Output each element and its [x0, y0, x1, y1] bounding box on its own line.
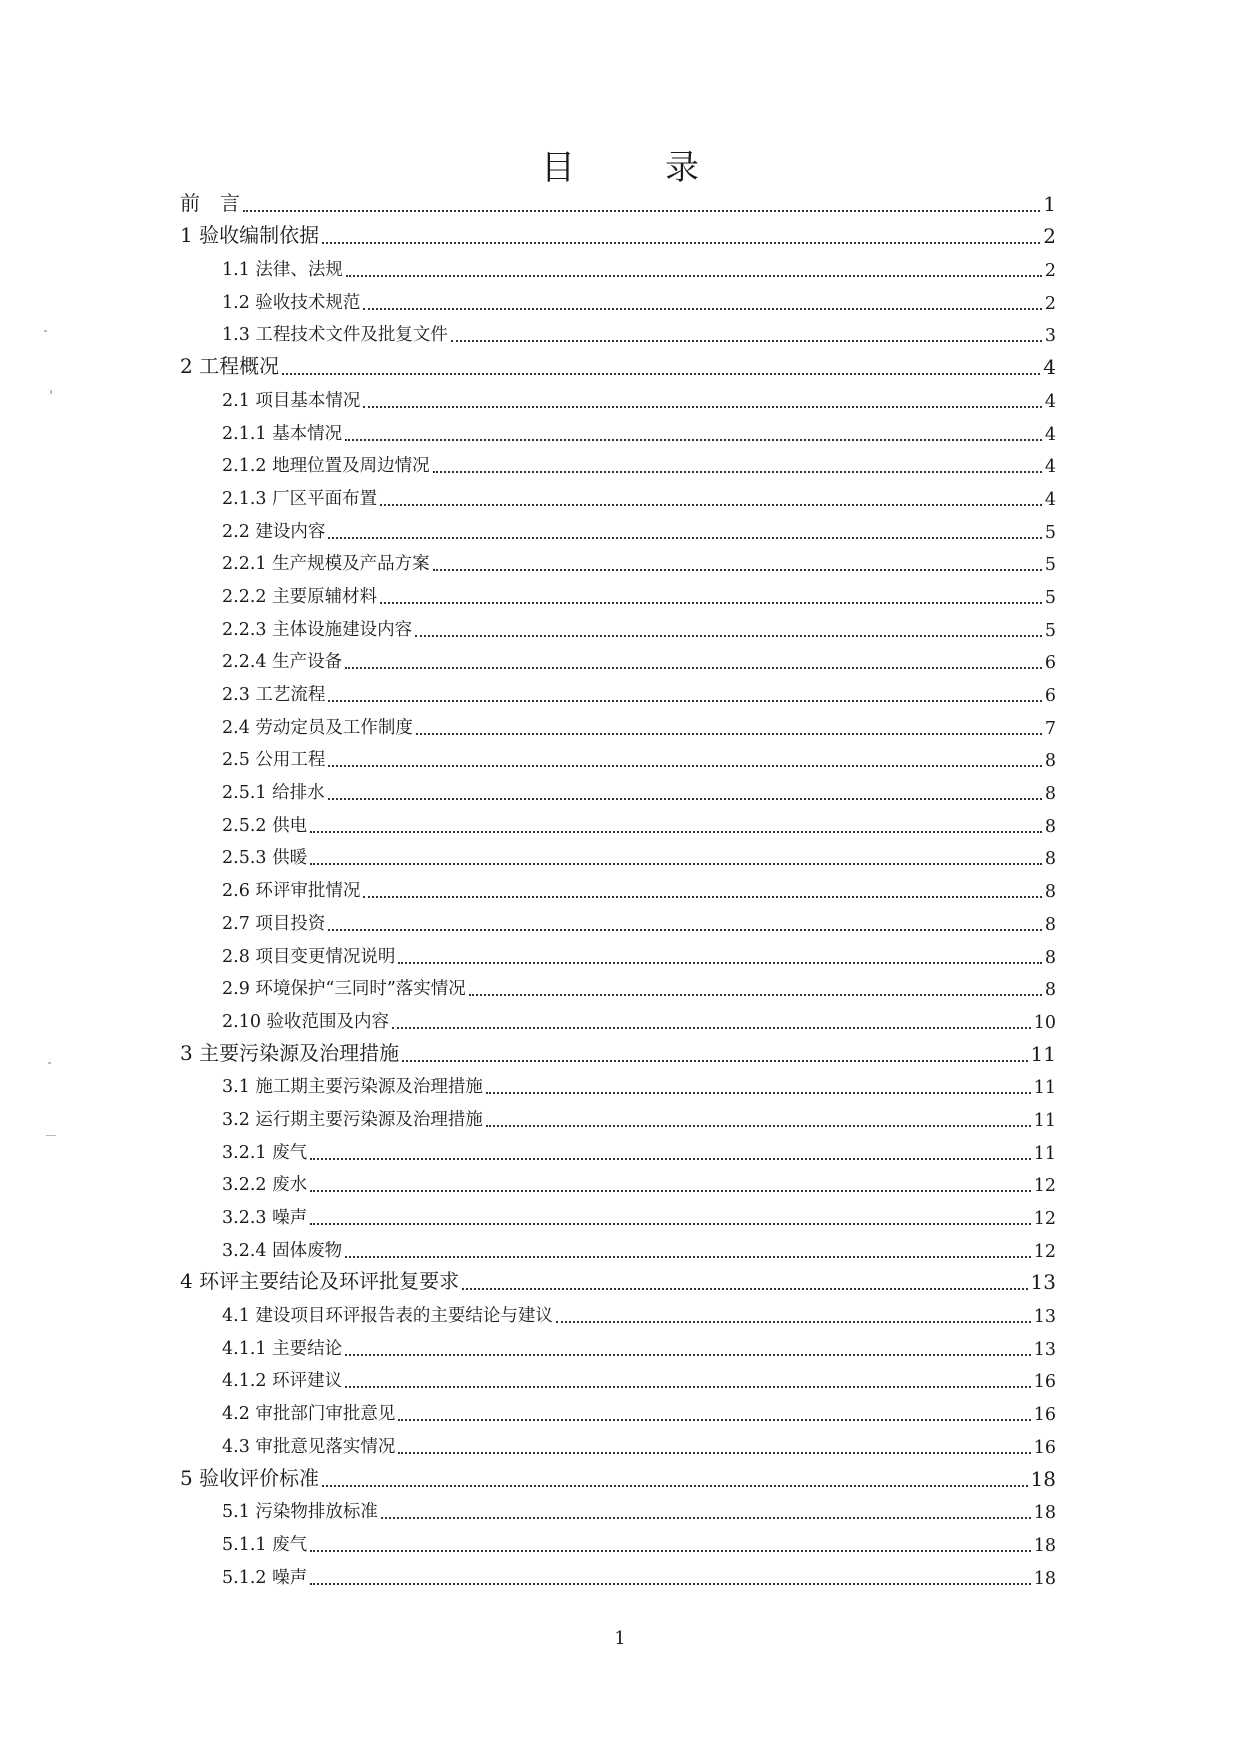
toc-entry-page: 4 [1044, 391, 1056, 412]
toc-leader-dots [322, 242, 1040, 244]
toc-entry-page: 8 [1044, 784, 1056, 805]
toc-leader-dots [328, 700, 1041, 702]
toc-entry[interactable] [180, 807, 1056, 840]
toc-entry-label: 2.9 环境保护“三同时”落实情况 [222, 979, 466, 1000]
toc-entry[interactable] [180, 1526, 1056, 1559]
toc-entry[interactable] [180, 186, 1056, 219]
scan-speck [50, 390, 52, 394]
toc-entry-page: 6 [1044, 653, 1056, 674]
toc-entry-page: 5 [1044, 587, 1056, 608]
toc-entry-label: 5.1.2 噪声 [222, 1567, 308, 1588]
toc-leader-dots [310, 1550, 1031, 1552]
toc-leader-dots [345, 1256, 1031, 1258]
toc-entry-label: 3.2.4 固体废物 [222, 1240, 343, 1261]
toc-leader-dots [243, 210, 1040, 212]
toc-entry-label: 4.1.2 环评建议 [222, 1371, 343, 1392]
toc-entry-page: 11 [1033, 1078, 1056, 1099]
toc-leader-dots [328, 929, 1041, 931]
toc-entry-label: 2.2.1 生产规模及产品方案 [222, 554, 430, 575]
toc-entry[interactable] [180, 219, 1056, 252]
toc-entry-label: 3.2.2 废水 [222, 1175, 308, 1196]
toc-entry[interactable] [180, 251, 1056, 284]
toc-leader-dots [310, 1158, 1031, 1160]
toc-entry-page: 11 [1033, 1110, 1056, 1131]
toc-entry[interactable] [180, 971, 1056, 1004]
table-of-contents [180, 186, 1056, 1592]
toc-entry-label: 2.5.3 供暖 [222, 848, 308, 869]
toc-entry[interactable] [180, 676, 1056, 709]
toc-entry-label: 3.1 施工期主要污染源及治理措施 [222, 1077, 483, 1098]
toc-entry-page: 5 [1044, 620, 1056, 641]
toc-entry-page: 8 [1044, 849, 1056, 870]
toc-entry-page: 12 [1033, 1176, 1056, 1197]
toc-entry-label: 2.2 建设内容 [222, 521, 326, 542]
toc-entry-label: 3.2.1 废气 [222, 1142, 308, 1163]
toc-entry-label: 3.2.3 噪声 [222, 1208, 308, 1228]
toc-entry-page: 12 [1033, 1241, 1056, 1262]
toc-entry-page: 8 [1044, 751, 1056, 772]
toc-entry[interactable] [180, 905, 1056, 938]
toc-entry[interactable] [180, 1167, 1056, 1200]
toc-leader-dots [345, 1354, 1031, 1356]
toc-entry-label: 2.8 项目变更情况说明 [222, 946, 396, 967]
toc-entry-page: 4 [1044, 457, 1056, 478]
toc-entry-label: 3.2 运行期主要污染源及治理措施 [222, 1109, 483, 1130]
toc-leader-dots [322, 1485, 1027, 1487]
toc-entry-page: 16 [1033, 1405, 1056, 1426]
toc-leader-dots [486, 1125, 1031, 1127]
toc-leader-dots [398, 1452, 1030, 1454]
toc-leader-dots [310, 1583, 1031, 1585]
toc-entry-label: 2.4 劳动定员及工作制度 [222, 717, 413, 738]
toc-entry-page: 8 [1044, 816, 1056, 837]
toc-entry-label: 2.10 验收范围及内容 [222, 1011, 390, 1032]
toc-entry-page: 18 [1030, 1466, 1056, 1491]
toc-entry-page: 18 [1033, 1568, 1056, 1589]
toc-entry[interactable] [180, 546, 1056, 579]
toc-leader-dots [415, 635, 1042, 637]
toc-entry-label: 2.2.4 生产设备 [222, 652, 343, 673]
toc-leader-dots [451, 340, 1042, 342]
toc-leader-dots [380, 602, 1042, 604]
toc-entry-label: 5 验收评价标准 [180, 1465, 320, 1490]
toc-leader-dots [282, 373, 1040, 375]
toc-entry-page: 5 [1044, 522, 1056, 543]
toc-leader-dots [398, 1419, 1030, 1421]
toc-leader-dots [556, 1321, 1031, 1323]
toc-entry-page: 8 [1044, 882, 1056, 903]
toc-leader-dots [328, 537, 1041, 539]
toc-entry-page: 11 [1033, 1143, 1056, 1164]
toc-entry-page: 13 [1033, 1339, 1056, 1360]
toc-entry-label: 4.1.1 主要结论 [222, 1338, 343, 1359]
toc-leader-dots [328, 798, 1042, 800]
toc-entry[interactable] [180, 840, 1056, 873]
toc-entry-label: 2.7 项目投资 [222, 913, 326, 934]
toc-entry[interactable] [180, 1265, 1056, 1298]
toc-entry[interactable] [180, 1494, 1056, 1527]
toc-entry[interactable] [180, 1330, 1056, 1363]
toc-entry[interactable] [180, 644, 1056, 677]
toc-entry[interactable] [180, 448, 1056, 481]
toc-entry[interactable] [180, 1363, 1056, 1396]
toc-entry[interactable] [180, 1003, 1056, 1036]
toc-leader-dots [486, 1092, 1031, 1094]
toc-leader-dots [310, 1223, 1031, 1225]
toc-entry-label: 2 工程概况 [180, 354, 280, 379]
toc-leader-dots [462, 1288, 1027, 1290]
toc-leader-dots [310, 1190, 1031, 1192]
toc-entry-page: 2 [1044, 293, 1056, 314]
toc-entry[interactable] [180, 774, 1056, 807]
toc-entry-label: 2.1.2 地理位置及周边情况 [222, 456, 430, 477]
toc-entry-page: 6 [1044, 686, 1056, 706]
toc-leader-dots [380, 504, 1042, 506]
scan-speck [46, 1135, 56, 1136]
scan-speck [44, 330, 47, 332]
toc-entry[interactable] [180, 872, 1056, 905]
toc-entry-label: 4.1 建设项目环评报告表的主要结论与建议 [222, 1306, 553, 1327]
toc-entry-page: 2 [1043, 224, 1056, 249]
toc-entry[interactable] [180, 1559, 1056, 1592]
toc-entry-page: 7 [1044, 718, 1056, 739]
toc-entry-label: 4.2 审批部门审批意见 [222, 1404, 396, 1425]
toc-entry-page: 1 [1043, 191, 1056, 216]
toc-leader-dots [345, 439, 1042, 441]
toc-entry-label: 1.3 工程技术文件及批复文件 [222, 325, 448, 346]
toc-entry[interactable] [180, 742, 1056, 775]
toc-entry-page: 11 [1030, 1041, 1056, 1066]
toc-entry-label: 1.2 验收技术规范 [222, 292, 361, 313]
toc-entry-page: 5 [1044, 555, 1056, 576]
toc-entry-label: 2.5.2 供电 [222, 815, 308, 836]
toc-entry[interactable] [180, 611, 1056, 644]
toc-leader-dots [345, 1386, 1031, 1388]
toc-entry[interactable] [180, 938, 1056, 971]
scan-speck [48, 1062, 51, 1064]
toc-entry-label: 2.3 工艺流程 [222, 685, 326, 705]
toc-entry-page: 12 [1033, 1209, 1056, 1229]
toc-entry[interactable] [180, 1069, 1056, 1102]
toc-leader-dots [363, 406, 1041, 408]
toc-leader-dots [381, 1517, 1031, 1519]
toc-entry-label: 5.1 污染物排放标准 [222, 1502, 378, 1523]
toc-entry-label: 2.5 公用工程 [222, 750, 326, 771]
toc-leader-dots [433, 471, 1042, 473]
toc-entry-label: 1 验收编制依据 [180, 223, 320, 248]
toc-leader-dots [469, 994, 1042, 996]
toc-entry-label: 2.1.1 基本情况 [222, 423, 343, 444]
toc-entry-label: 2.2.3 主体设施建设内容 [222, 619, 413, 640]
toc-leader-dots [328, 765, 1041, 767]
toc-entry[interactable] [180, 1199, 1056, 1232]
toc-entry[interactable] [180, 1232, 1056, 1265]
toc-entry[interactable] [180, 709, 1056, 742]
toc-leader-dots [402, 1060, 1027, 1062]
toc-leader-dots [416, 733, 1042, 735]
toc-entry-page: 8 [1044, 947, 1056, 968]
toc-leader-dots [310, 863, 1042, 865]
toc-entry-label: 4 环评主要结论及环评批复要求 [180, 1269, 460, 1294]
toc-entry-page: 8 [1044, 980, 1056, 1001]
toc-entry[interactable] [180, 1428, 1056, 1461]
toc-entry-page: 13 [1033, 1307, 1056, 1328]
toc-entry[interactable] [180, 415, 1056, 448]
toc-entry-page: 16 [1033, 1437, 1056, 1458]
toc-entry-label: 5.1.1 废气 [222, 1534, 308, 1555]
toc-entry-label: 2.1.3 厂区平面布置 [222, 488, 378, 509]
toc-leader-dots [363, 896, 1041, 898]
toc-entry-label: 前 言 [180, 190, 240, 215]
toc-entry-page: 10 [1033, 1012, 1056, 1033]
toc-entry-page: 13 [1030, 1270, 1056, 1295]
toc-entry[interactable] [180, 1101, 1056, 1134]
toc-entry[interactable] [180, 317, 1056, 350]
toc-leader-dots [392, 1027, 1031, 1029]
toc-entry[interactable] [180, 349, 1056, 382]
toc-entry[interactable] [180, 382, 1056, 415]
toc-entry[interactable] [180, 1036, 1056, 1069]
toc-entry-label: 2.6 环评审批情况 [222, 881, 361, 902]
toc-entry-page: 18 [1033, 1503, 1056, 1524]
toc-leader-dots [363, 308, 1041, 310]
toc-entry-page: 2 [1044, 261, 1056, 282]
toc-entry-label: 2.5.1 给排水 [222, 783, 325, 804]
page-title: 目 录 [541, 148, 727, 188]
page-number: 1 [614, 1628, 626, 1649]
toc-entry[interactable] [180, 1461, 1056, 1494]
toc-entry-page: 4 [1044, 424, 1056, 445]
toc-entry[interactable] [180, 1297, 1056, 1330]
toc-entry-label: 2.1 项目基本情况 [222, 390, 361, 411]
toc-leader-dots [433, 569, 1042, 571]
toc-entry-label: 3 主要污染源及治理措施 [180, 1040, 400, 1065]
toc-entry-page: 18 [1033, 1535, 1056, 1556]
toc-entry[interactable] [180, 480, 1056, 513]
toc-entry-page: 3 [1044, 326, 1056, 347]
toc-entry-page: 4 [1043, 355, 1056, 380]
toc-entry-page: 16 [1033, 1372, 1056, 1393]
toc-entry[interactable] [180, 513, 1056, 546]
toc-leader-dots [345, 667, 1042, 669]
toc-entry[interactable] [180, 284, 1056, 317]
toc-leader-dots [398, 962, 1041, 964]
toc-entry-label: 4.3 审批意见落实情况 [222, 1436, 396, 1457]
toc-entry[interactable] [180, 578, 1056, 611]
toc-leader-dots [346, 275, 1042, 277]
toc-entry-page: 4 [1044, 489, 1056, 510]
toc-leader-dots [310, 831, 1042, 833]
toc-entry-page: 8 [1044, 914, 1056, 935]
toc-entry-label: 1.1 法律、法规 [222, 260, 343, 281]
toc-entry[interactable] [180, 1134, 1056, 1167]
toc-entry[interactable] [180, 1395, 1056, 1428]
toc-entry-label: 2.2.2 主要原辅材料 [222, 586, 378, 607]
